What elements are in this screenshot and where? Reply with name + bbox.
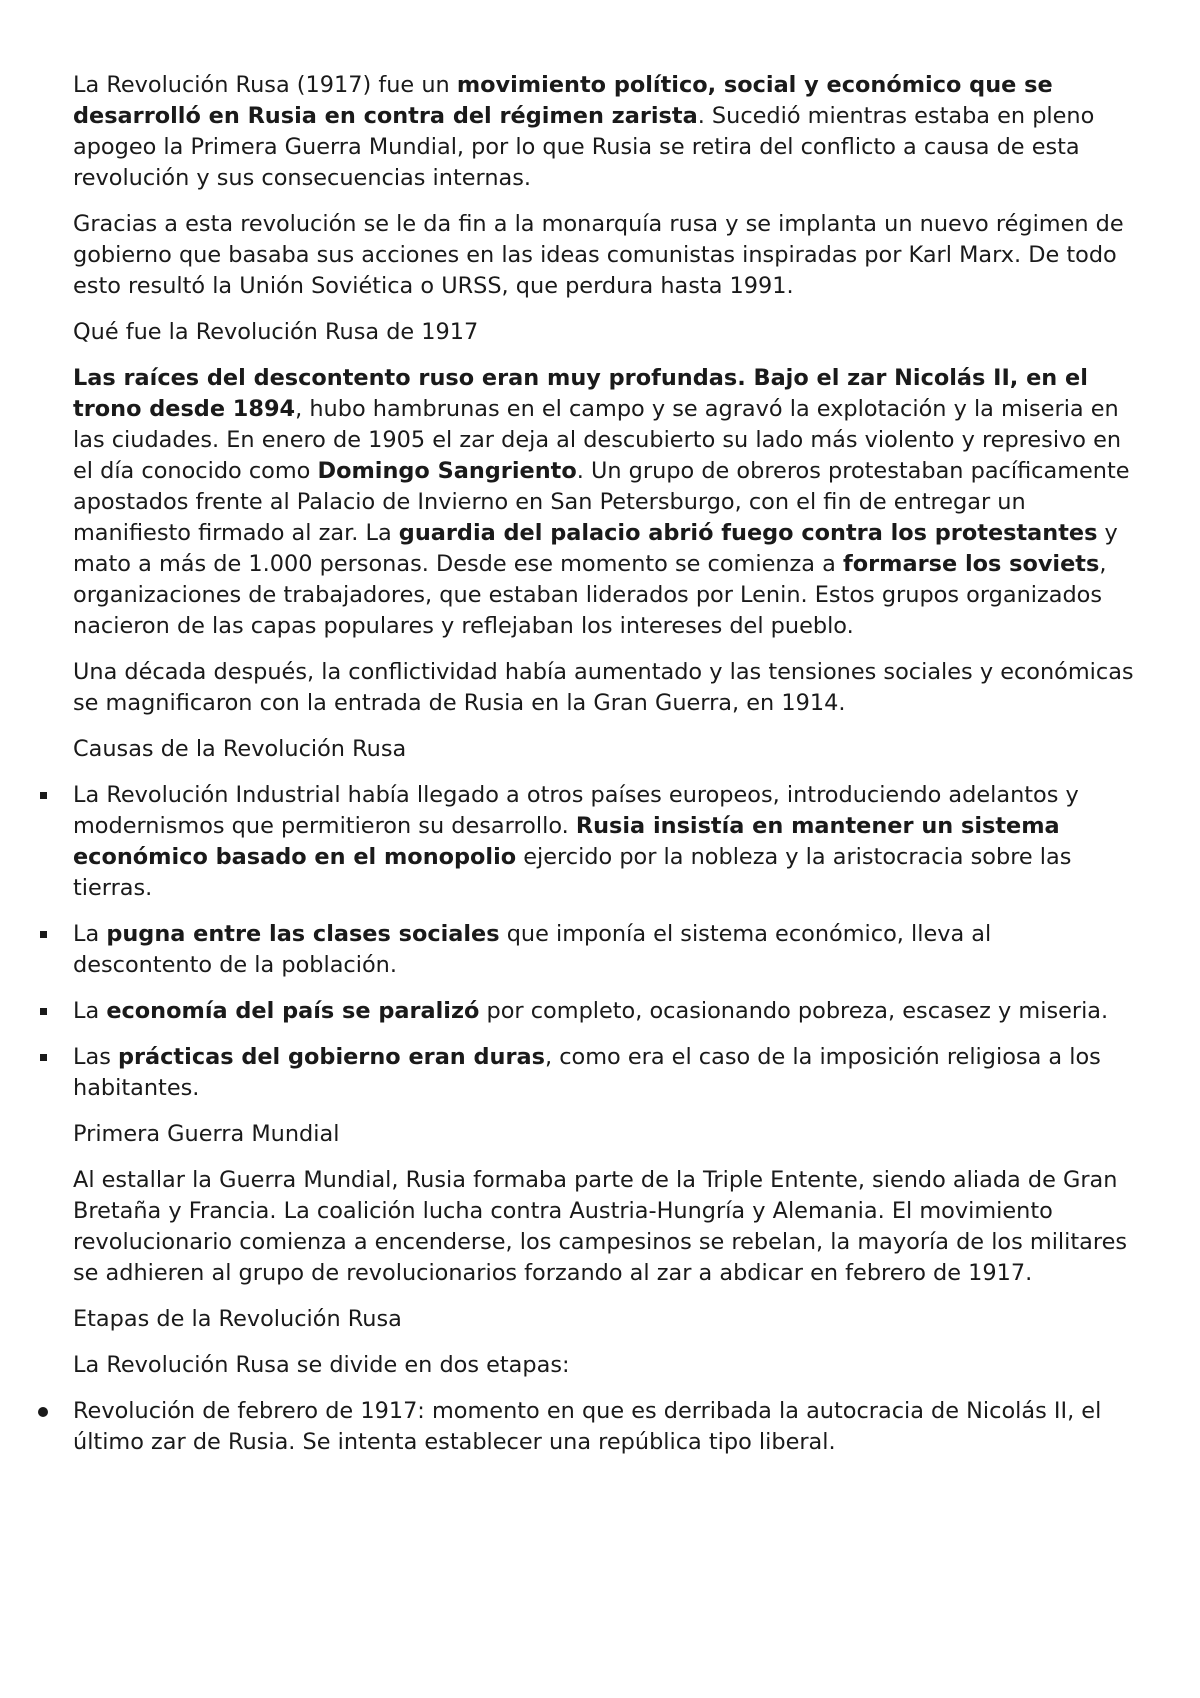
bold-run: movimiento político, social y económico que se desarrolló en Rusia en contra del régimen zarista xyxy=(73,72,1053,129)
bold-run: Rusia insistía en mantener un sistema económico basado en el monopolio xyxy=(73,813,1060,870)
section-heading-causas: Causas de la Revolución Rusa xyxy=(73,736,407,762)
stages-list xyxy=(73,1396,1135,1458)
list-item xyxy=(73,1042,1135,1104)
text-run: por completo, ocasionando pobreza, escasez y miseria. xyxy=(479,998,1109,1024)
text-run: que imponía el sistema económico, lleva al descontento de la población. xyxy=(73,921,992,978)
section-heading-que-fue: Qué fue la Revolución Rusa de 1917 xyxy=(73,319,479,345)
text-run: La Revolución Industrial había llegado a otros países europeos, introduciendo adelantos y modernismos que permitieron su desarrollo. xyxy=(73,782,1079,839)
bold-run: economía del país se paralizó xyxy=(106,998,480,1024)
bold-run: formarse los soviets xyxy=(842,551,1100,577)
decade-paragraph: Una década después, la conflictividad había aumentado y las tensiones sociales y económicas se magnificaron con la entrada de Rusia en la Gran Guerra, en 1914. xyxy=(73,659,1134,716)
list-item xyxy=(73,919,1135,981)
list-item xyxy=(73,780,1135,904)
text-run: La xyxy=(73,921,107,947)
text-run: . Un grupo de obreros protestaban pacíficamente apostados frente al Palacio de Invierno en San Petersburgo, con el fin de entregar un manifiesto firmado al zar. La xyxy=(73,458,1130,546)
stages-intro: La Revolución Rusa se divide en dos etapas: xyxy=(73,1352,570,1378)
bold-run: Domingo Sangriento xyxy=(317,458,577,484)
roots-paragraph xyxy=(73,363,1135,642)
text-run: La xyxy=(73,998,107,1024)
bold-run: guardia del palacio abrió fuego contra los protestantes xyxy=(398,520,1098,546)
bold-run: prácticas del gobierno eran duras xyxy=(117,1044,545,1070)
text-run: . Sucedió mientras estaba en pleno apogeo la Primera Guerra Mundial, por lo que Rusia se retira del conflicto a causa de esta revolución y sus consecuencias internas. xyxy=(73,103,1095,191)
text-run: , como era el caso de la imposición religiosa a los habitantes. xyxy=(73,1044,1101,1101)
text-run: La Revolución Rusa (1917) fue un xyxy=(73,72,457,98)
war-paragraph: Al estallar la Guerra Mundial, Rusia formaba parte de la Triple Entente, siendo aliada de Gran Bretaña y Francia. La coalición lucha contra Austria-Hungría y Alemania. El movimiento revolucionario comienza a encenderse, los campesinos se rebelan, la mayoría de los militares se adhieren al grupo de revolucionarios forzando al zar a abdicar en febrero de 1917. xyxy=(73,1167,1128,1286)
document-body xyxy=(73,70,1135,1458)
text-run: y mato a más de 1.000 personas. Desde ese momento se comienza a xyxy=(73,520,1118,577)
bold-run: pugna entre las clases sociales xyxy=(106,921,500,947)
causes-list xyxy=(73,780,1135,1104)
section-heading-primera-guerra: Primera Guerra Mundial xyxy=(73,1121,340,1147)
list-item xyxy=(73,996,1135,1027)
section-heading-etapas: Etapas de la Revolución Rusa xyxy=(73,1306,402,1332)
text-run: , organizaciones de trabajadores, que estaban liderados por Lenin. Estos grupos organizados nacieron de las capas populares y reflejaban los intereses del pueblo. xyxy=(73,551,1107,639)
monarchy-paragraph: Gracias a esta revolución se le da fin a la monarquía rusa y se implanta un nuevo régimen de gobierno que basaba sus acciones en las ideas comunistas inspiradas por Karl Marx. De todo esto resultó la Unión Soviética o URSS, que perdura hasta 1991. xyxy=(73,211,1124,299)
text-run: , hubo hambrunas en el campo y se agravó la explotación y la miseria en las ciudades. En enero de 1905 el zar deja al descubierto su lado más violento y represivo en el día conocido como xyxy=(73,396,1122,484)
bold-run: Las raíces del descontento ruso eran muy profundas. Bajo el zar Nicolás II, en el trono desde 1894 xyxy=(73,365,1088,422)
intro-paragraph xyxy=(73,70,1135,194)
text-run: ejercido por la nobleza y la aristocracia sobre las tierras. xyxy=(73,844,1072,901)
text-run: Las xyxy=(73,1044,118,1070)
list-item: Revolución de febrero de 1917: momento en que es derribada la autocracia de Nicolás II, el último zar de Rusia. Se intenta establecer una república tipo liberal. xyxy=(73,1396,1135,1458)
